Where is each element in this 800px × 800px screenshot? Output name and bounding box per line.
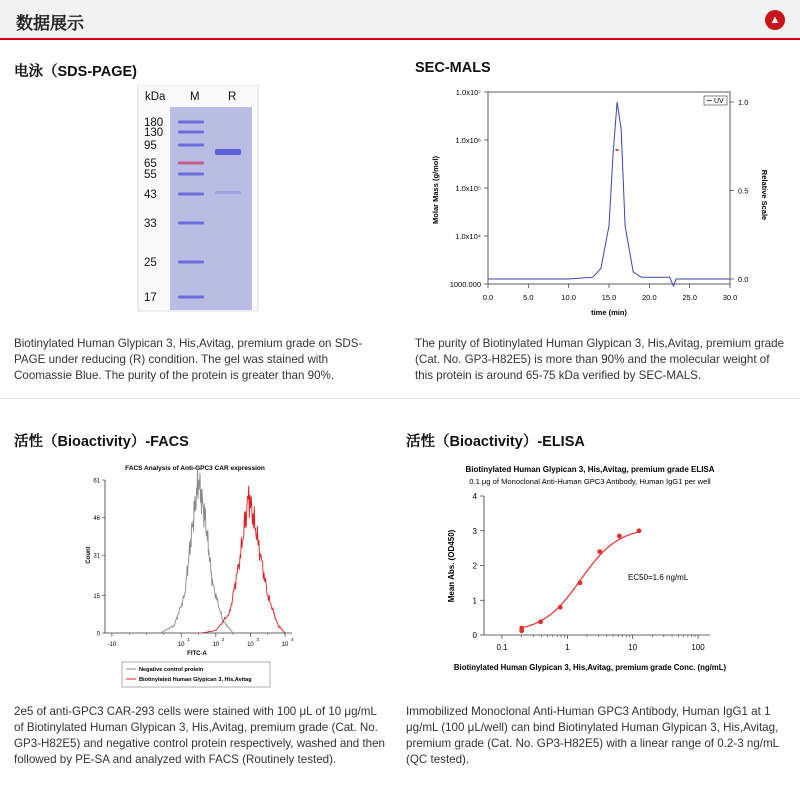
sample-band-minor bbox=[215, 191, 241, 194]
elisa-y-tick: 1 bbox=[472, 596, 477, 606]
elisa-x-tick: 1 bbox=[565, 643, 570, 652]
facs-legend-positive: Biotinylated Human Glypican 3, His,Avitag bbox=[139, 677, 252, 683]
elisa-x-ticks bbox=[496, 635, 705, 652]
elisa-chart bbox=[410, 458, 790, 683]
elisa-y-tick: 4 bbox=[472, 492, 477, 501]
secmals-description: The purity of Biotinylated Human Glypican 3, His,Avitag, premium grade (Cat. No. GP3-H82E5) is more than 90% and the molecular weight of this protein is around 65-75 kDa verified by SEC-MALS. bbox=[415, 337, 785, 382]
secmals-x-ticks bbox=[483, 284, 738, 302]
secmals-x-tick: 20.0 bbox=[642, 293, 657, 302]
secmals-y2-tick: 0.0 bbox=[738, 275, 749, 284]
secmals-x-tick: 15.0 bbox=[601, 293, 617, 302]
sds-title: 电泳（SDS-PAGE) bbox=[14, 64, 137, 80]
marker-label-95: 95 bbox=[144, 140, 157, 152]
marker-label-180: 180 bbox=[144, 117, 164, 129]
facs-x-tick: 10 bbox=[212, 642, 220, 648]
facs-y-tick: 61 bbox=[93, 478, 100, 485]
elisa-chart-subtitle: 0.1 μg of Monoclonal Anti-Human GPC3 Antibody, Human IgG1 per well bbox=[469, 477, 711, 486]
elisa-data-point bbox=[597, 549, 602, 554]
gel-label-m: M bbox=[190, 91, 200, 103]
elisa-chart-title: Biotinylated Human Glypican 3, His,Avitag, premium grade ELISA bbox=[465, 465, 715, 474]
elisa-y-tick: 3 bbox=[472, 526, 477, 536]
elisa-data-point bbox=[617, 534, 622, 539]
facs-x-tick-exponent: 4 bbox=[291, 637, 294, 642]
marker-band-33 bbox=[178, 222, 204, 225]
secmals-x-tick: 5.0 bbox=[523, 293, 534, 302]
marker-label-25: 25 bbox=[144, 257, 157, 269]
marker-band-25 bbox=[178, 261, 204, 264]
facs-x-tick: -10 bbox=[107, 642, 117, 648]
facs-x-tick-exponent: 3 bbox=[256, 637, 259, 642]
section-divider bbox=[0, 398, 800, 399]
gel-label-r: R bbox=[228, 91, 237, 103]
facs-x-tick-exponent: 2 bbox=[221, 637, 225, 642]
marker-label-43: 43 bbox=[144, 189, 157, 201]
elisa-y-label: Mean Abs. (OD450) bbox=[447, 529, 456, 603]
facs-x-tick-exponent: 1 bbox=[187, 637, 190, 642]
elisa-data-point bbox=[538, 619, 543, 624]
marker-band-130 bbox=[178, 131, 204, 134]
facs-y-tick: 0 bbox=[96, 631, 100, 638]
elisa-data-points bbox=[519, 528, 641, 633]
facs-x-label: FITC-A bbox=[187, 651, 207, 657]
facs-description: 2e5 of anti-GPC3 CAR-293 cells were stained with 100 μL of 10 μg/mL of Biotinylated Human Glypican 3, His,Avitag, premium grade (Cat. No. GP3-H82E5) and negative control protein respectively, washed and then followed by PE-SA and analyzed with FACS (Routinely tested). bbox=[14, 705, 386, 766]
secmals-title: SEC-MALS bbox=[415, 60, 491, 76]
facs-positive-histogram bbox=[202, 486, 285, 633]
section-title: 数据展示 bbox=[16, 14, 84, 33]
elisa-y-tick: 0 bbox=[472, 631, 477, 640]
elisa-x-tick: 0.1 bbox=[496, 643, 508, 652]
marker-label-33: 33 bbox=[144, 218, 157, 230]
secmals-y-tick: 1.0x10⁶ bbox=[455, 136, 481, 145]
chevron-up-icon[interactable]: ▲ bbox=[765, 10, 785, 30]
facs-negative-histogram bbox=[160, 468, 233, 633]
marker-band-95 bbox=[178, 144, 204, 147]
secmals-y2-tick: 0.5 bbox=[738, 186, 749, 196]
secmals-y-tick: 1.0x10⁷ bbox=[455, 88, 481, 97]
secmals-x-tick: 10.0 bbox=[561, 293, 576, 302]
secmals-legend: UV bbox=[714, 98, 724, 105]
elisa-title: 活性（Bioactivity）-ELISA bbox=[406, 434, 585, 450]
secmals-x-label: time (min) bbox=[591, 308, 627, 317]
facs-y-label: Count bbox=[86, 546, 92, 564]
elisa-data-point bbox=[519, 626, 524, 631]
elisa-ec50: EC50=1.6 ng/mL bbox=[628, 573, 689, 582]
marker-label-17: 17 bbox=[144, 292, 157, 304]
secmals-y2-label: Relative Scale bbox=[760, 169, 769, 221]
elisa-data-point bbox=[558, 605, 563, 610]
marker-band-17 bbox=[178, 296, 204, 299]
facs-y-tick: 15 bbox=[93, 593, 100, 600]
secmals-y-tick: 1000.000 bbox=[449, 280, 481, 289]
secmals-y-tick: 1.0x10⁵ bbox=[455, 184, 481, 193]
sample-band-main bbox=[215, 149, 241, 155]
marker-band-43 bbox=[178, 193, 204, 196]
elisa-x-tick: 100 bbox=[691, 643, 705, 652]
secmals-x-tick: 0.0 bbox=[482, 293, 494, 302]
facs-x-tick: 10 bbox=[281, 642, 289, 648]
elisa-y-ticks bbox=[473, 492, 484, 640]
secmals-uv-line bbox=[488, 102, 730, 286]
elisa-x-label: Biotinylated Human Glypican 3, His,Avitag, premium grade Conc. (ng/mL) bbox=[453, 663, 727, 672]
secmals-y-label: Molar Mass (g/mol) bbox=[431, 156, 440, 224]
marker-band-65 bbox=[178, 162, 204, 165]
facs-legend-negative: Negative control protein bbox=[139, 667, 204, 673]
facs-title: 活性（Bioactivity）-FACS bbox=[14, 434, 189, 450]
secmals-y2-ticks bbox=[730, 98, 748, 284]
sds-description: Biotinylated Human Glypican 3, His,Avitag, premium grade on SDS-PAGE under reducing (R) condition. The gel was stained with Coomassie Blue. The purity of the protein is greater than 90%. bbox=[14, 337, 363, 382]
marker-label-130: 130 bbox=[144, 127, 164, 139]
elisa-description: Immobilized Monoclonal Anti-Human GPC3 Antibody, Human IgG1 at 1 μg/mL (100 μL/well) can bind Biotinylated Human Glypican 3, His,Avitag, premium grade (Cat. No. GP3-H82E5) with a linear range of 0.2-3 ng/mL (QC tested). bbox=[406, 705, 779, 766]
facs-x-tick: 10 bbox=[177, 642, 185, 648]
facs-y-ticks bbox=[93, 479, 105, 638]
marker-label-55: 55 bbox=[144, 169, 157, 181]
marker-label-65: 65 bbox=[144, 158, 157, 170]
elisa-y-tick: 2 bbox=[472, 561, 477, 571]
elisa-data-point bbox=[637, 528, 642, 533]
secmals-y2-tick: 1.0 bbox=[738, 98, 749, 107]
marker-band-180 bbox=[178, 121, 204, 124]
secmals-y-tick: 1.0x10⁴ bbox=[455, 232, 481, 241]
elisa-x-tick: 10 bbox=[628, 643, 638, 652]
facs-chart-title: FACS Analysis of Anti-GPC3 CAR expression bbox=[125, 465, 265, 472]
gel-label-kda: kDa bbox=[145, 91, 166, 103]
secmals-chart bbox=[420, 85, 780, 325]
facs-y-tick: 31 bbox=[93, 553, 100, 560]
sds-gel-image bbox=[130, 85, 260, 313]
elisa-fit-curve bbox=[522, 532, 639, 628]
marker-band-55 bbox=[178, 173, 204, 176]
facs-x-tick: 10 bbox=[247, 642, 254, 648]
facs-y-tick: 46 bbox=[93, 516, 100, 523]
facs-x-ticks bbox=[108, 633, 294, 648]
secmals-y-ticks bbox=[450, 88, 488, 289]
secmals-x-tick: 25.0 bbox=[682, 293, 697, 302]
section-header bbox=[0, 0, 800, 40]
facs-chart bbox=[80, 460, 310, 690]
secmals-x-tick: 30.0 bbox=[722, 293, 738, 302]
elisa-data-point bbox=[578, 580, 583, 585]
